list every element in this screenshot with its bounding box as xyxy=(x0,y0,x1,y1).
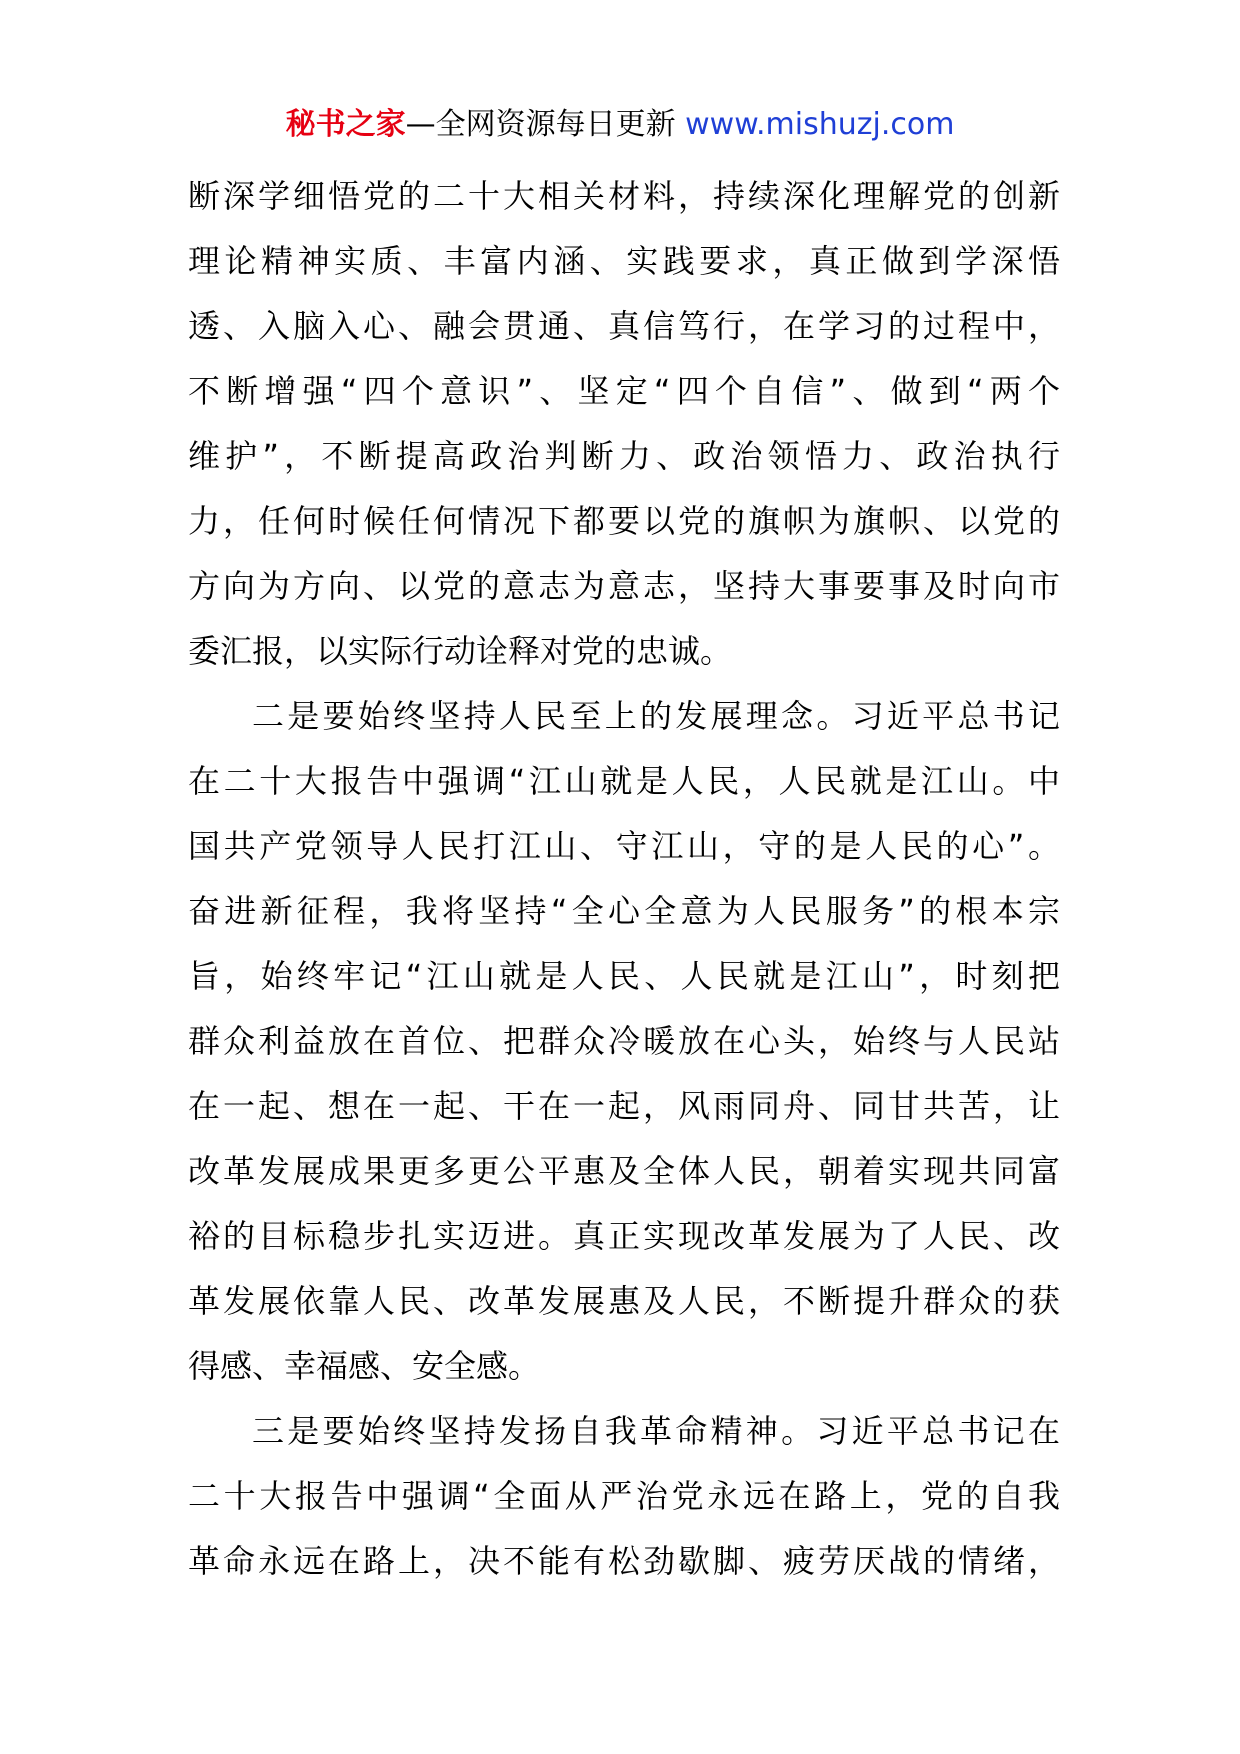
text-line: 革命永远在路上，决不能有松劲歇脚、疲劳厌战的情绪， xyxy=(188,1542,1060,1580)
paragraph-first-line: 三是要始终坚持发扬自我革命精神。习近平总书记在 xyxy=(252,1412,1060,1450)
text-line: 裕的目标稳步扎实迈进。真正实现改革发展为了人民、改 xyxy=(188,1217,1060,1255)
text-line: 得感、幸福感、安全感。 xyxy=(188,1347,541,1385)
text-line: 委汇报，以实际行动诠释对党的忠诚。 xyxy=(188,632,733,670)
text-line: 在二十大报告中强调“江山就是人民，人民就是江山。中 xyxy=(188,762,1060,800)
text-line: 不断增强“四个意识”、坚定“四个自信”、做到“两个 xyxy=(188,372,1060,410)
document-body xyxy=(188,164,1060,1594)
paragraph-first-line: 二是要始终坚持人民至上的发展理念。习近平总书记 xyxy=(252,697,1060,735)
text-line: 旨，始终牢记“江山就是人民、人民就是江山”，时刻把 xyxy=(188,957,1060,995)
text-line: 断深学细悟党的二十大相关材料，持续深化理解党的创新 xyxy=(188,177,1060,215)
text-line: 群众利益放在首位、把群众冷暖放在心头，始终与人民站 xyxy=(188,1022,1060,1060)
header-url-link[interactable]: www.mishuzj.com xyxy=(685,107,955,142)
text-line: 奋进新征程，我将坚持“全心全意为人民服务”的根本宗 xyxy=(188,892,1060,930)
text-line: 力，任何时候任何情况下都要以党的旗帜为旗帜、以党的 xyxy=(188,502,1060,540)
text-line: 维护”，不断提高政治判断力、政治领悟力、政治执行 xyxy=(188,437,1060,475)
text-line: 二十大报告中强调“全面从严治党永远在路上，党的自我 xyxy=(188,1477,1060,1515)
text-line: 理论精神实质、丰富内涵、实践要求，真正做到学深悟 xyxy=(188,242,1060,280)
page-header xyxy=(0,100,1240,150)
text-line: 改革发展成果更多更公平惠及全体人民，朝着实现共同富 xyxy=(188,1152,1060,1190)
header-tagline: —全网资源每日更新 xyxy=(405,107,676,142)
text-line: 国共产党领导人民打江山、守江山，守的是人民的心”。 xyxy=(188,827,1060,865)
text-line: 透、入脑入心、融会贯通、真信笃行，在学习的过程中， xyxy=(188,307,1060,345)
header-brand: 秘书之家 xyxy=(285,107,406,142)
text-line: 在一起、想在一起、干在一起，风雨同舟、同甘共苦，让 xyxy=(188,1087,1060,1125)
text-line: 革发展依靠人民、改革发展惠及人民，不断提升群众的获 xyxy=(188,1282,1060,1320)
text-line: 方向为方向、以党的意志为意志，坚持大事要事及时向市 xyxy=(188,567,1060,605)
